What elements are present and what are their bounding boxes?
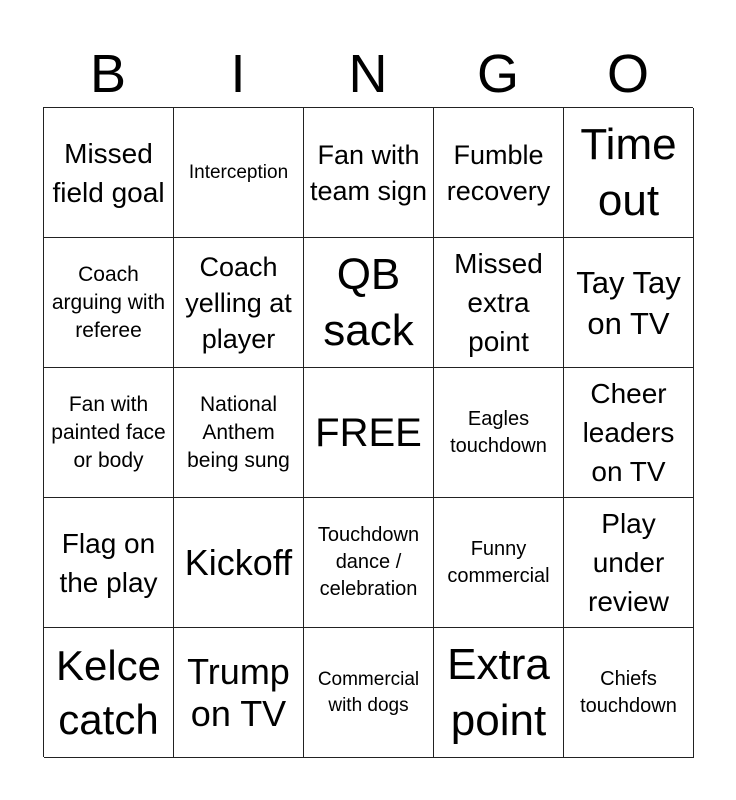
cell-label: Coach arguing with referee (51, 262, 166, 342)
bingo-cell[interactable] (174, 238, 304, 368)
header-letter-g: G (476, 44, 519, 104)
bingo-cell[interactable] (434, 108, 564, 238)
cell-label: FREE (315, 410, 422, 455)
bingo-cell[interactable] (564, 108, 694, 238)
cell-label: Extra point (447, 639, 550, 745)
bingo-cell[interactable] (304, 108, 434, 238)
cell-label: Chiefs touchdown (580, 667, 677, 717)
cell-label: Missed extra point (454, 248, 543, 357)
bingo-cell[interactable] (174, 628, 304, 758)
header-letter-n: N (348, 44, 388, 104)
bingo-header (43, 40, 693, 108)
bingo-cell[interactable] (44, 368, 174, 498)
bingo-cell[interactable] (44, 628, 174, 758)
bingo-cell[interactable] (44, 238, 174, 368)
cell-label: Funny commercial (447, 537, 550, 587)
bingo-cell[interactable] (434, 238, 564, 368)
cell-label: Commercial with dogs (317, 668, 420, 716)
cell-label: Time out (580, 119, 677, 225)
cell-label: Fan with team sign (309, 139, 428, 206)
bingo-cell[interactable] (304, 628, 434, 758)
cell-label: Kickoff (184, 541, 293, 583)
cell-label: Eagles touchdown (450, 407, 547, 457)
bingo-cell[interactable] (304, 238, 434, 368)
cell-label: QB sack (323, 249, 414, 355)
cell-label: Cheer leaders on TV (582, 378, 675, 487)
bingo-cell[interactable] (434, 368, 564, 498)
bingo-cell[interactable] (174, 368, 304, 498)
cell-label: National Anthem being sung (187, 392, 290, 472)
bingo-cell[interactable] (564, 238, 694, 368)
bingo-cell[interactable] (564, 498, 694, 628)
cell-label: Touchdown dance / celebration (317, 524, 420, 600)
cell-label: Missed field goal (52, 137, 165, 208)
cell-label: Kelce catch (55, 641, 162, 743)
cell-label: Tay Tay on TV (576, 264, 681, 341)
free-space[interactable] (304, 368, 434, 498)
bingo-cell[interactable] (434, 628, 564, 758)
header-letter-o: O (606, 44, 649, 104)
bingo-board (43, 107, 693, 757)
bingo-cell[interactable] (304, 498, 434, 628)
cell-label: Trump on TV (187, 650, 290, 734)
bingo-cell[interactable] (434, 498, 564, 628)
header-letter-i: I (230, 44, 246, 104)
bingo-cell[interactable] (564, 628, 694, 758)
bingo-cell[interactable] (564, 368, 694, 498)
cell-label: Coach yelling at player (185, 251, 292, 354)
cell-label: Play under review (588, 508, 669, 617)
bingo-cell[interactable] (44, 108, 174, 238)
cell-label: Interception (188, 161, 289, 183)
bingo-cell[interactable] (44, 498, 174, 628)
header-letter-b: B (89, 44, 127, 104)
cell-label: Fumble recovery (446, 139, 551, 206)
bingo-cell[interactable] (174, 498, 304, 628)
cell-label: Flag on the play (59, 527, 158, 598)
bingo-cell[interactable] (174, 108, 304, 238)
cell-label: Fan with painted face or body (51, 392, 166, 472)
